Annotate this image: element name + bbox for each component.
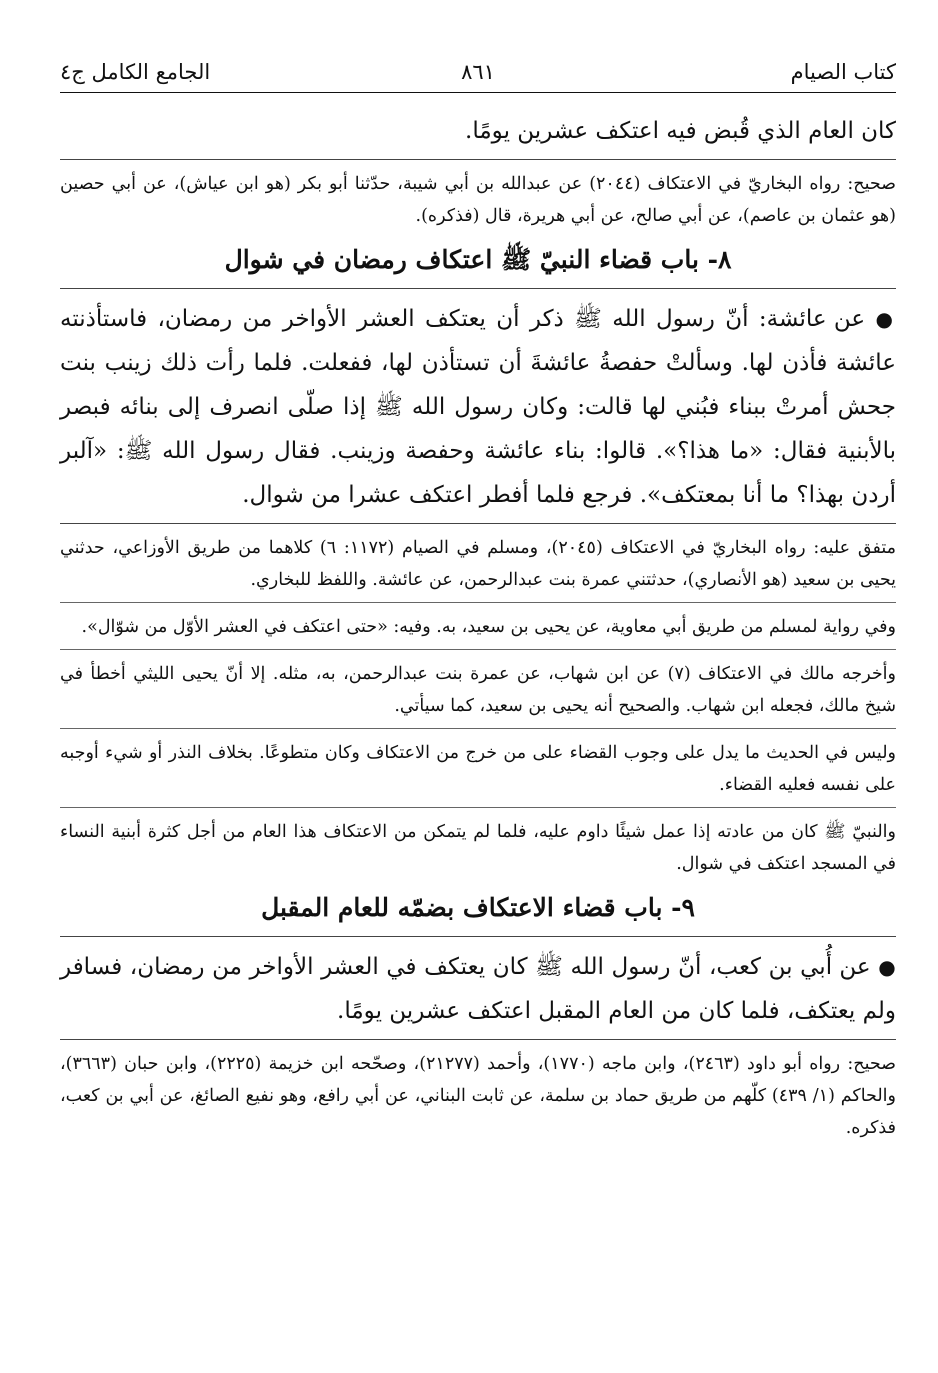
- page: [60, 52, 896, 1144]
- chapter-heading-8: ٨- باب قضاء النبيّ ﷺ اعتكاف رمضان في شوال: [224, 245, 732, 274]
- divider: [60, 807, 896, 808]
- hadith-text-continuation: كان العام الذي قُبض فيه اعتكف عشرين يومًا.: [465, 118, 896, 144]
- divider: [60, 728, 896, 729]
- divider: [60, 288, 896, 289]
- takhrij-note: صحيح: رواه البخاريّ في الاعتكاف (٢٠٤٤) عن عبدالله بن أبي شيبة، حدّثنا أبو بكر (هو ابن عياش)، عن أبي حصين (هو عثمان بن عاصم)، عن أبي صالح، عن أبي هريرة، قال (فذكره).: [60, 174, 897, 226]
- divider: [60, 1039, 896, 1040]
- divider: [60, 602, 896, 603]
- commentary-note: وفي رواية لمسلم من طريق أبي معاوية، عن يحيى بن سعيد، به. وفيه: «حتى اعتكف في العشر الأوّل من شوّال».: [81, 617, 896, 637]
- divider: [60, 159, 896, 160]
- page-header: [60, 52, 896, 93]
- commentary-note: وليس في الحديث ما يدل على وجوب القضاء على من خرج من الاعتكاف وكان متطوعًا. بخلاف النذر أو شيء أوجبه على نفسه فعليه القضاء.: [60, 743, 896, 795]
- hadith-text-aisha: [60, 297, 896, 517]
- collection-title: الجامع الكامل ج٤: [60, 60, 211, 84]
- commentary-note: والنبيّ ﷺ كان من عادته إذا عمل شيئًا داوم عليه، فلما لم يتمكن من الاعتكاف هذا العام من أجل كثرة أبنية النساء في المسجد اعتكف في شوال.: [60, 822, 896, 874]
- divider: [60, 649, 896, 650]
- takhrij-note: متفق عليه: رواه البخاريّ في الاعتكاف (٢٠٤٥)، ومسلم في الصيام (١١٧٢: ٦) كلاهما من طريق الأوزاعي، حدثني يحيى بن سعيد (هو الأنصاري)، حدثتني عمرة بنت عبدالرحمن، عن عائشة. واللفظ للبخاري.: [60, 538, 896, 590]
- chapter-heading-9: ٩- باب قضاء الاعتكاف بضمّه للعام المقبل: [261, 893, 695, 922]
- hadith-text-ubayy: [60, 945, 896, 1033]
- book-title: كتاب الصيام: [790, 60, 896, 84]
- commentary-note: وأخرجه مالك في الاعتكاف (٧) عن ابن شهاب، عن عمرة بنت عبدالرحمن، به، مثله. إلا أنّ يحيى الليثي أخطأ في شيخ مالك، فجعله ابن شهاب. والصحيح أنه يحيى بن سعيد، كما سيأتي.: [60, 664, 896, 716]
- takhrij-note: صحيح: رواه أبو داود (٢٤٦٣)، وابن ماجه (١٧٧٠)، وأحمد (٢١٢٧٧)، وصحّحه ابن خزيمة (٢٢٢٥)، وابن حبان (٣٦٦٣)، والحاكم (١/ ٤٣٩) كلّهم من طريق حماد بن سلمة، عن ثابت البناني، عن أبي رافع، وهو نفيع الصائغ، عن أبي بن كعب، فذكره.: [60, 1054, 897, 1138]
- hadith-text: عن عائشة: أنّ رسول الله ﷺ ذكر أن يعتكف العشر الأواخر من رمضان، فاستأذنته عائشة فأذن لها. وسألتْ حفصةُ عائشةَ أن تستأذن لها، ففعلت. فلما رأت ذلك زينب بنت جحش أمرتْ ببناء فبُني لها قالت: وكان رسول الله ﷺ إذا صلّى انصرف إلى بنائه فبصر بالأبنية فقال: «ما هذا؟». قالوا: بناء عائشة وحفصة وزينب. فقال رسول الله ﷺ: «آلبر أردن بهذا؟ ما أنا بمعتكف». فرجع فلما أفطر اعتكف عشرا من شوال.: [60, 306, 896, 508]
- page-number: ٨٦١: [461, 60, 495, 84]
- hadith-text: عن أُبي بن كعب، أنّ رسول الله ﷺ كان يعتكف في العشر الأواخر من رمضان، فسافر ولم يعتكف، فلما كان من العام المقبل اعتكف عشرين يومًا.: [60, 954, 896, 1024]
- divider: [60, 523, 896, 524]
- bullet-icon: ●: [878, 955, 896, 979]
- bullet-icon: ●: [875, 307, 896, 331]
- divider: [60, 936, 896, 937]
